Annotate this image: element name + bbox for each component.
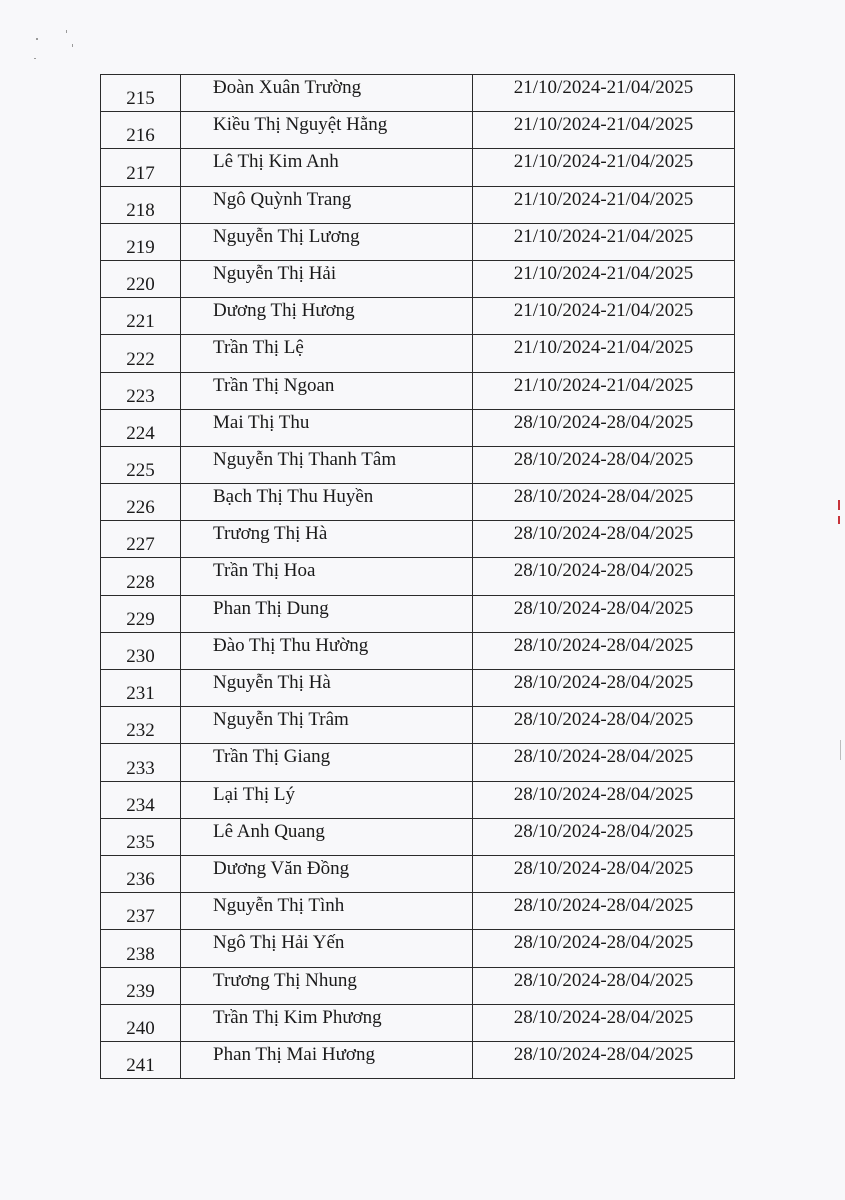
row-number: 226 bbox=[101, 484, 181, 521]
table-row bbox=[101, 558, 735, 595]
person-name: Trần Thị Giang bbox=[181, 744, 473, 781]
person-name: Nguyễn Thị Thanh Tâm bbox=[181, 446, 473, 483]
person-name: Đào Thị Thu Hường bbox=[181, 632, 473, 669]
date-range: 28/10/2024-28/04/2025 bbox=[473, 707, 735, 744]
scan-edge-mark bbox=[838, 500, 840, 510]
row-number: 225 bbox=[101, 446, 181, 483]
table-row bbox=[101, 75, 735, 112]
date-range: 21/10/2024-21/04/2025 bbox=[473, 149, 735, 186]
person-name: Phan Thị Dung bbox=[181, 595, 473, 632]
person-name: Ngô Thị Hải Yến bbox=[181, 930, 473, 967]
person-name: Trần Thị Ngoan bbox=[181, 372, 473, 409]
scan-speck bbox=[36, 38, 38, 40]
row-number: 219 bbox=[101, 223, 181, 260]
table-row bbox=[101, 372, 735, 409]
table-row bbox=[101, 223, 735, 260]
date-range: 21/10/2024-21/04/2025 bbox=[473, 112, 735, 149]
table-row bbox=[101, 186, 735, 223]
date-range: 21/10/2024-21/04/2025 bbox=[473, 223, 735, 260]
table-row bbox=[101, 149, 735, 186]
date-range: 28/10/2024-28/04/2025 bbox=[473, 855, 735, 892]
row-number: 217 bbox=[101, 149, 181, 186]
person-name: Kiều Thị Nguyệt Hằng bbox=[181, 112, 473, 149]
person-name: Trần Thị Hoa bbox=[181, 558, 473, 595]
person-name: Lê Thị Kim Anh bbox=[181, 149, 473, 186]
date-range: 28/10/2024-28/04/2025 bbox=[473, 521, 735, 558]
row-number: 240 bbox=[101, 1004, 181, 1041]
row-number: 228 bbox=[101, 558, 181, 595]
person-name: Mai Thị Thu bbox=[181, 409, 473, 446]
person-name: Bạch Thị Thu Huyền bbox=[181, 484, 473, 521]
person-name: Trương Thị Hà bbox=[181, 521, 473, 558]
date-range: 28/10/2024-28/04/2025 bbox=[473, 632, 735, 669]
date-range: 28/10/2024-28/04/2025 bbox=[473, 409, 735, 446]
table-row bbox=[101, 818, 735, 855]
table-row bbox=[101, 781, 735, 818]
date-range: 28/10/2024-28/04/2025 bbox=[473, 744, 735, 781]
table-row bbox=[101, 893, 735, 930]
table-row bbox=[101, 521, 735, 558]
person-name: Dương Văn Đồng bbox=[181, 855, 473, 892]
date-range: 28/10/2024-28/04/2025 bbox=[473, 558, 735, 595]
date-range: 28/10/2024-28/04/2025 bbox=[473, 930, 735, 967]
date-range: 21/10/2024-21/04/2025 bbox=[473, 298, 735, 335]
row-number: 215 bbox=[101, 75, 181, 112]
person-name: Trương Thị Nhung bbox=[181, 967, 473, 1004]
table-row bbox=[101, 446, 735, 483]
row-number: 216 bbox=[101, 112, 181, 149]
person-name: Trần Thị Lệ bbox=[181, 335, 473, 372]
row-number: 236 bbox=[101, 855, 181, 892]
person-name: Nguyễn Thị Lương bbox=[181, 223, 473, 260]
scan-speck bbox=[840, 740, 841, 760]
table-row bbox=[101, 298, 735, 335]
person-name: Lê Anh Quang bbox=[181, 818, 473, 855]
person-name: Nguyễn Thị Tình bbox=[181, 893, 473, 930]
table-row bbox=[101, 1004, 735, 1041]
roster-table bbox=[100, 74, 735, 1079]
row-number: 231 bbox=[101, 670, 181, 707]
table-row bbox=[101, 670, 735, 707]
row-number: 218 bbox=[101, 186, 181, 223]
date-range: 21/10/2024-21/04/2025 bbox=[473, 75, 735, 112]
table-row bbox=[101, 112, 735, 149]
table-row bbox=[101, 744, 735, 781]
row-number: 230 bbox=[101, 632, 181, 669]
row-number: 241 bbox=[101, 1041, 181, 1078]
scan-speck bbox=[66, 30, 67, 33]
date-range: 28/10/2024-28/04/2025 bbox=[473, 893, 735, 930]
table-row bbox=[101, 707, 735, 744]
table-row bbox=[101, 855, 735, 892]
date-range: 28/10/2024-28/04/2025 bbox=[473, 1004, 735, 1041]
date-range: 28/10/2024-28/04/2025 bbox=[473, 818, 735, 855]
person-name: Phan Thị Mai Hương bbox=[181, 1041, 473, 1078]
date-range: 21/10/2024-21/04/2025 bbox=[473, 260, 735, 297]
row-number: 224 bbox=[101, 409, 181, 446]
person-name: Trần Thị Kim Phương bbox=[181, 1004, 473, 1041]
table-row bbox=[101, 1041, 735, 1078]
row-number: 223 bbox=[101, 372, 181, 409]
table-row bbox=[101, 260, 735, 297]
row-number: 229 bbox=[101, 595, 181, 632]
row-number: 238 bbox=[101, 930, 181, 967]
scan-speck bbox=[72, 44, 73, 47]
row-number: 222 bbox=[101, 335, 181, 372]
table-row bbox=[101, 930, 735, 967]
person-name: Dương Thị Hương bbox=[181, 298, 473, 335]
scan-edge-mark bbox=[838, 516, 840, 524]
person-name: Lại Thị Lý bbox=[181, 781, 473, 818]
date-range: 28/10/2024-28/04/2025 bbox=[473, 1041, 735, 1078]
scan-speck bbox=[34, 58, 36, 59]
person-name: Nguyễn Thị Trâm bbox=[181, 707, 473, 744]
date-range: 21/10/2024-21/04/2025 bbox=[473, 335, 735, 372]
date-range: 28/10/2024-28/04/2025 bbox=[473, 670, 735, 707]
row-number: 234 bbox=[101, 781, 181, 818]
table-row bbox=[101, 595, 735, 632]
table-row bbox=[101, 335, 735, 372]
person-name: Nguyễn Thị Hải bbox=[181, 260, 473, 297]
date-range: 21/10/2024-21/04/2025 bbox=[473, 186, 735, 223]
table-row bbox=[101, 409, 735, 446]
row-number: 232 bbox=[101, 707, 181, 744]
date-range: 21/10/2024-21/04/2025 bbox=[473, 372, 735, 409]
row-number: 221 bbox=[101, 298, 181, 335]
row-number: 227 bbox=[101, 521, 181, 558]
row-number: 239 bbox=[101, 967, 181, 1004]
table-row bbox=[101, 967, 735, 1004]
person-name: Nguyễn Thị Hà bbox=[181, 670, 473, 707]
date-range: 28/10/2024-28/04/2025 bbox=[473, 446, 735, 483]
row-number: 233 bbox=[101, 744, 181, 781]
person-name: Ngô Quỳnh Trang bbox=[181, 186, 473, 223]
roster-table-body bbox=[101, 75, 735, 1079]
table-row bbox=[101, 484, 735, 521]
date-range: 28/10/2024-28/04/2025 bbox=[473, 595, 735, 632]
row-number: 237 bbox=[101, 893, 181, 930]
person-name: Đoàn Xuân Trường bbox=[181, 75, 473, 112]
row-number: 220 bbox=[101, 260, 181, 297]
row-number: 235 bbox=[101, 818, 181, 855]
date-range: 28/10/2024-28/04/2025 bbox=[473, 781, 735, 818]
date-range: 28/10/2024-28/04/2025 bbox=[473, 484, 735, 521]
table-row bbox=[101, 632, 735, 669]
date-range: 28/10/2024-28/04/2025 bbox=[473, 967, 735, 1004]
